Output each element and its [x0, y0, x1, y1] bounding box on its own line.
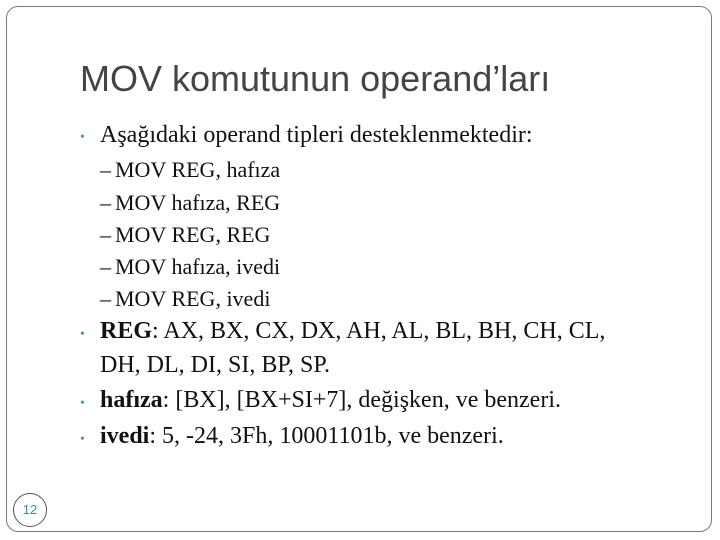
list-item: – MOV hafıza, REG — [100, 190, 281, 215]
list-item: – MOV REG, REG — [100, 222, 271, 247]
reg-line-2: DH, DL, DI, SI, BP, SP. — [100, 352, 331, 378]
slide-title: MOV komutunun operand’ları — [80, 58, 551, 99]
hafiza-line: hafıza: [BX], [BX+SI+7], değişken, ve benzeri. — [100, 387, 561, 413]
list-item: – MOV REG, hafıza — [100, 157, 281, 182]
ivedi-line: ivedi: 5, -24, 3Fh, 10001101b, ve benzeri. — [100, 423, 504, 449]
page-number: 12 — [13, 493, 47, 527]
bullet-icon: • — [80, 396, 85, 411]
reg-line: REG: AX, BX, CX, DX, AH, AL, BL, BH, CH, CL, — [100, 318, 606, 344]
list-item: – MOV hafıza, ivedi — [100, 254, 281, 279]
list-item: – MOV REG, ivedi — [100, 286, 271, 311]
intro-text: Aşağıdaki operand tipleri desteklenmektedir: — [100, 122, 533, 148]
bullet-icon: • — [80, 327, 85, 342]
bullet-icon: • — [80, 130, 85, 145]
bullet-icon: • — [80, 432, 85, 447]
